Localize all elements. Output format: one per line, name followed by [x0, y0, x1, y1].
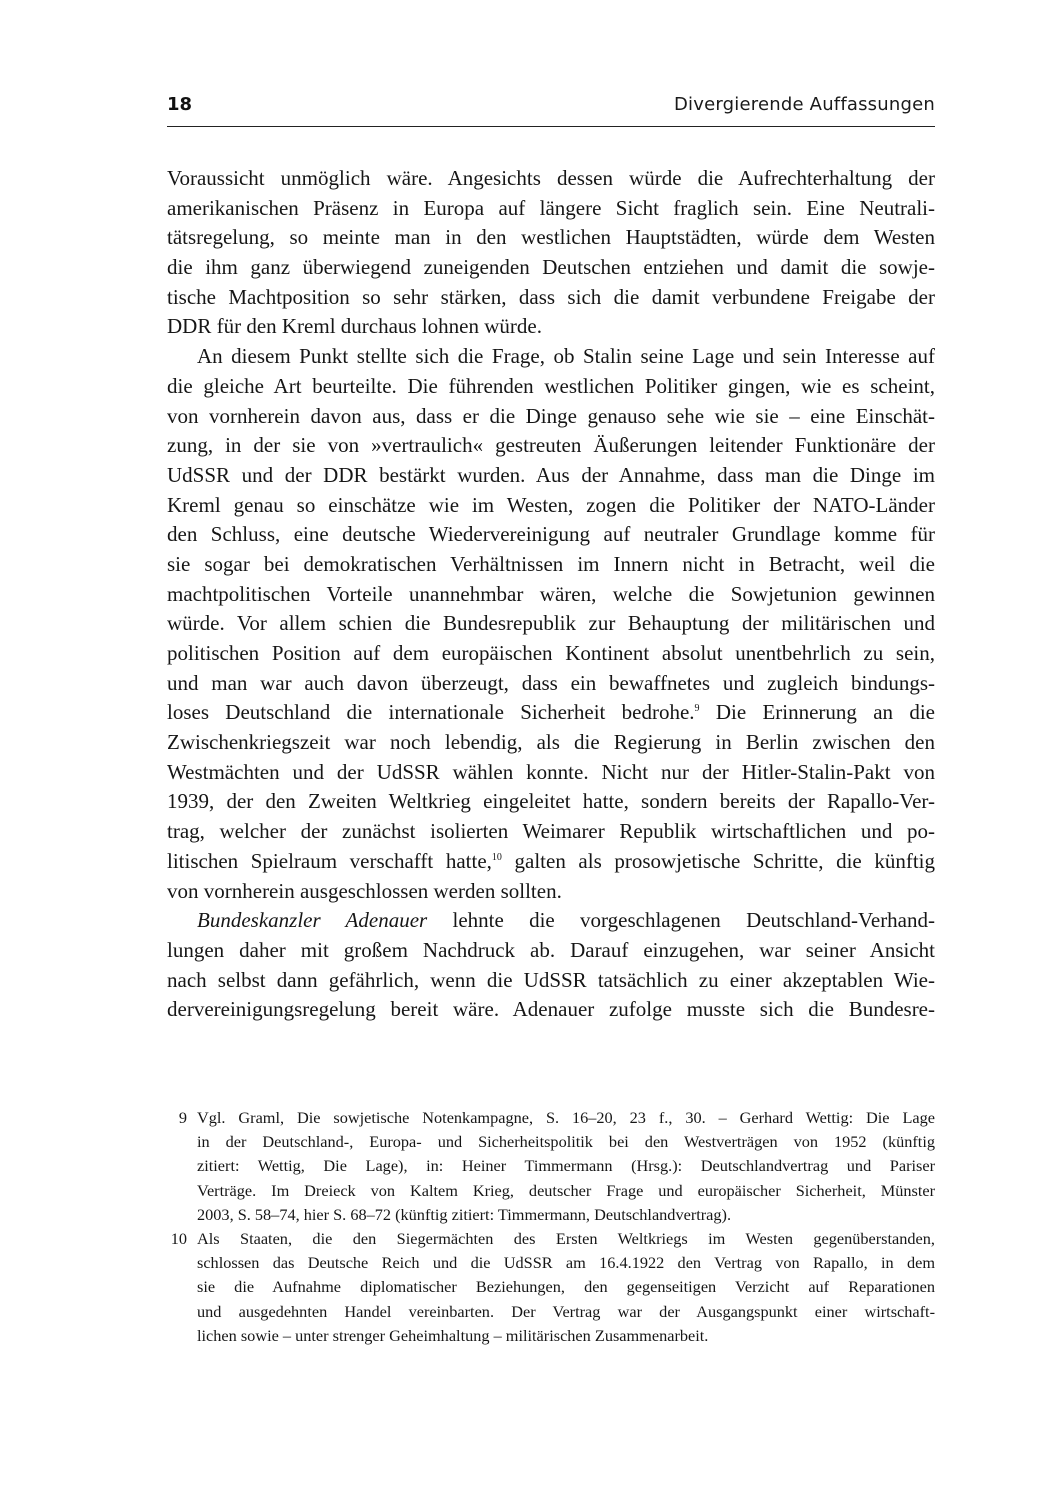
page-header — [167, 92, 935, 127]
text-line: tische Machtposition so sehr stärken, dass sich die damit verbundene Freigabe der — [167, 284, 935, 309]
footnote-line: in der Deutschland-, Europa- und Sicherheitspolitik bei den Westverträgen von 1952 (künftig — [197, 1132, 935, 1152]
text-line: Westmächten und der UdSSR wählen konnte. Nicht nur der Hitler-Stalin-Pakt von — [167, 759, 935, 784]
footnote-number: 9 — [178, 1108, 187, 1127]
text-line — [167, 698, 935, 728]
text-line: DDR für den Kreml durchaus lohnen würde. — [167, 314, 542, 339]
text-line: lungen daher mit großem Nachdruck ab. Darauf einzugehen, war seiner Ansicht — [167, 937, 935, 962]
text-line: von vornherein davon aus, dass er die Dinge genauso sehe wie sie – eine Einschät- — [167, 403, 935, 428]
paragraph-3 — [167, 906, 935, 1025]
text-line: dervereinigungsregelung bereit wäre. Adenauer zufolge musste sich die Bundesre- — [167, 997, 935, 1022]
footnote-line: und ausgedehnten Handel vereinbarten. Der Vertrag war der Ausgangspunkt einer wirtschaft- — [197, 1301, 935, 1321]
paragraph-1 — [167, 164, 935, 342]
text-line: 1939, der den Zweiten Weltkrieg eingeleitet hatte, sondern bereits der Rapallo-Ver- — [167, 789, 935, 814]
footnote-line: Als Staaten, die den Siegermächten des Ersten Weltkriegs im Westen gegenüberstanden, — [197, 1228, 935, 1248]
text-line: die gleiche Art beurteilte. Die führenden westlichen Politiker gingen, wie es scheint, — [167, 373, 935, 398]
text-run: litischen Spielraum verschafft hatte, — [167, 848, 492, 873]
text-run: loses Deutschland die internationale Sicherheit bedrohe. — [167, 700, 695, 725]
text-line: politischen Position auf dem europäischen Kontinent absolut unentbehrlich zu sein, — [167, 641, 935, 665]
italic-name: Bundeskanzler Adenauer — [197, 908, 428, 933]
footnote-ref-10[interactable]: 10 — [491, 851, 502, 863]
text-line — [167, 847, 935, 877]
footnote-line: sie die Aufnahme diplomatischer Beziehungen, den gegenseitigen Verzicht auf Reparationen — [197, 1277, 935, 1297]
body-text — [167, 164, 935, 1025]
text-line: UdSSR und der DDR bestärkt wurden. Aus der Annahme, dass man die Dinge im — [167, 462, 935, 487]
text-run: Die Erinnerung an die — [699, 700, 935, 725]
page-number: 18 — [167, 94, 193, 115]
text-line: trag, welcher der zunächst isolierten Weimarer Republik wirtschaftlichen und po- — [167, 819, 935, 844]
text-run: galten als prosowjetische Schritte, die künftig — [501, 848, 935, 873]
footnote-line: schlossen das Deutsche Reich und die UdSSR am 16.4.1922 den Vertrag von Rapallo, in dem — [197, 1253, 935, 1273]
text-line: zung, in der sie von »vertraulich« gestreuten Äußerungen leitender Funktionäre der — [167, 433, 935, 458]
text-run: lehnte die vorgeschlagenen Deutschland-Verhand- — [427, 908, 935, 933]
footnote-line: 2003, S. 58–74, hier S. 68–72 (künftig zitiert: Timmermann, Deutschlandvertrag). — [197, 1204, 732, 1224]
text-line: machtpolitischen Vorteile unannehmbar wären, welche die Sowjetunion gewinnen — [167, 581, 935, 606]
text-line: An diesem Punkt stellte sich die Frage, ob Stalin seine Lage und sein Interesse auf — [197, 344, 935, 369]
text-line: die ihm ganz überwiegend zuneigenden Deutschen entziehen und damit die sowje- — [167, 255, 935, 280]
footnote-9 — [167, 1106, 935, 1227]
running-title: Divergierende Auffassungen — [674, 94, 935, 115]
footnote-line: lichen sowie – unter strenger Geheimhaltung – militärischen Zusammenarbeit. — [197, 1325, 709, 1345]
footnote-10 — [167, 1227, 935, 1348]
footnote-line: Vgl. Graml, Die sowjetische Notenkampagne, S. 16–20, 23 f., 30. – Gerhard Wettig: Die Lage — [197, 1108, 935, 1127]
text-line — [167, 906, 935, 936]
text-line: den Schluss, eine deutsche Wiedervereinigung auf neutraler Grundlage komme für — [167, 522, 935, 547]
footnotes — [167, 1106, 935, 1348]
text-line: amerikanischen Präsenz in Europa auf längere Sicht fraglich sein. Eine Neutrali- — [167, 195, 935, 220]
footnote-ref-9[interactable]: 9 — [694, 703, 700, 715]
footnote-line: zitiert: Wettig, Die Lage), in: Heiner Timmermann (Hrsg.): Deutschlandvertrag und Pariser — [197, 1156, 935, 1176]
text-line: würde. Vor allem schien die Bundesrepublik zur Behauptung der militärischen und — [167, 611, 935, 636]
text-line: tätsregelung, so meinte man in den westlichen Hauptstädten, würde dem Westen — [167, 225, 935, 250]
text-line: und man war auch davon überzeugt, dass ein bewaffnetes und zugleich bindungs- — [167, 670, 935, 695]
text-line: von vornherein ausgeschlossen werden sollten. — [167, 878, 562, 903]
text-line: Voraussicht unmöglich wäre. Angesichts dessen würde die Aufrechterhaltung der — [167, 166, 935, 190]
footnote-line: Verträge. Im Dreieck von Kaltem Krieg, deutscher Frage und europäischer Sicherheit, Münster — [197, 1180, 935, 1200]
text-line: sie sogar bei demokratischen Verhältnissen im Innern nicht in Betracht, weil die — [167, 551, 935, 576]
paragraph-2 — [167, 342, 935, 906]
text-line: Zwischenkriegszeit war noch lebendig, als die Regierung in Berlin zwischen den — [167, 730, 935, 755]
footnote-number: 10 — [170, 1228, 187, 1248]
text-line: Kreml genau so einschätze wie im Westen, zogen die Politiker der NATO-Länder — [167, 492, 935, 517]
text-line: nach selbst dann gefährlich, wenn die UdSSR tatsächlich zu einer akzeptablen Wie- — [167, 967, 935, 992]
